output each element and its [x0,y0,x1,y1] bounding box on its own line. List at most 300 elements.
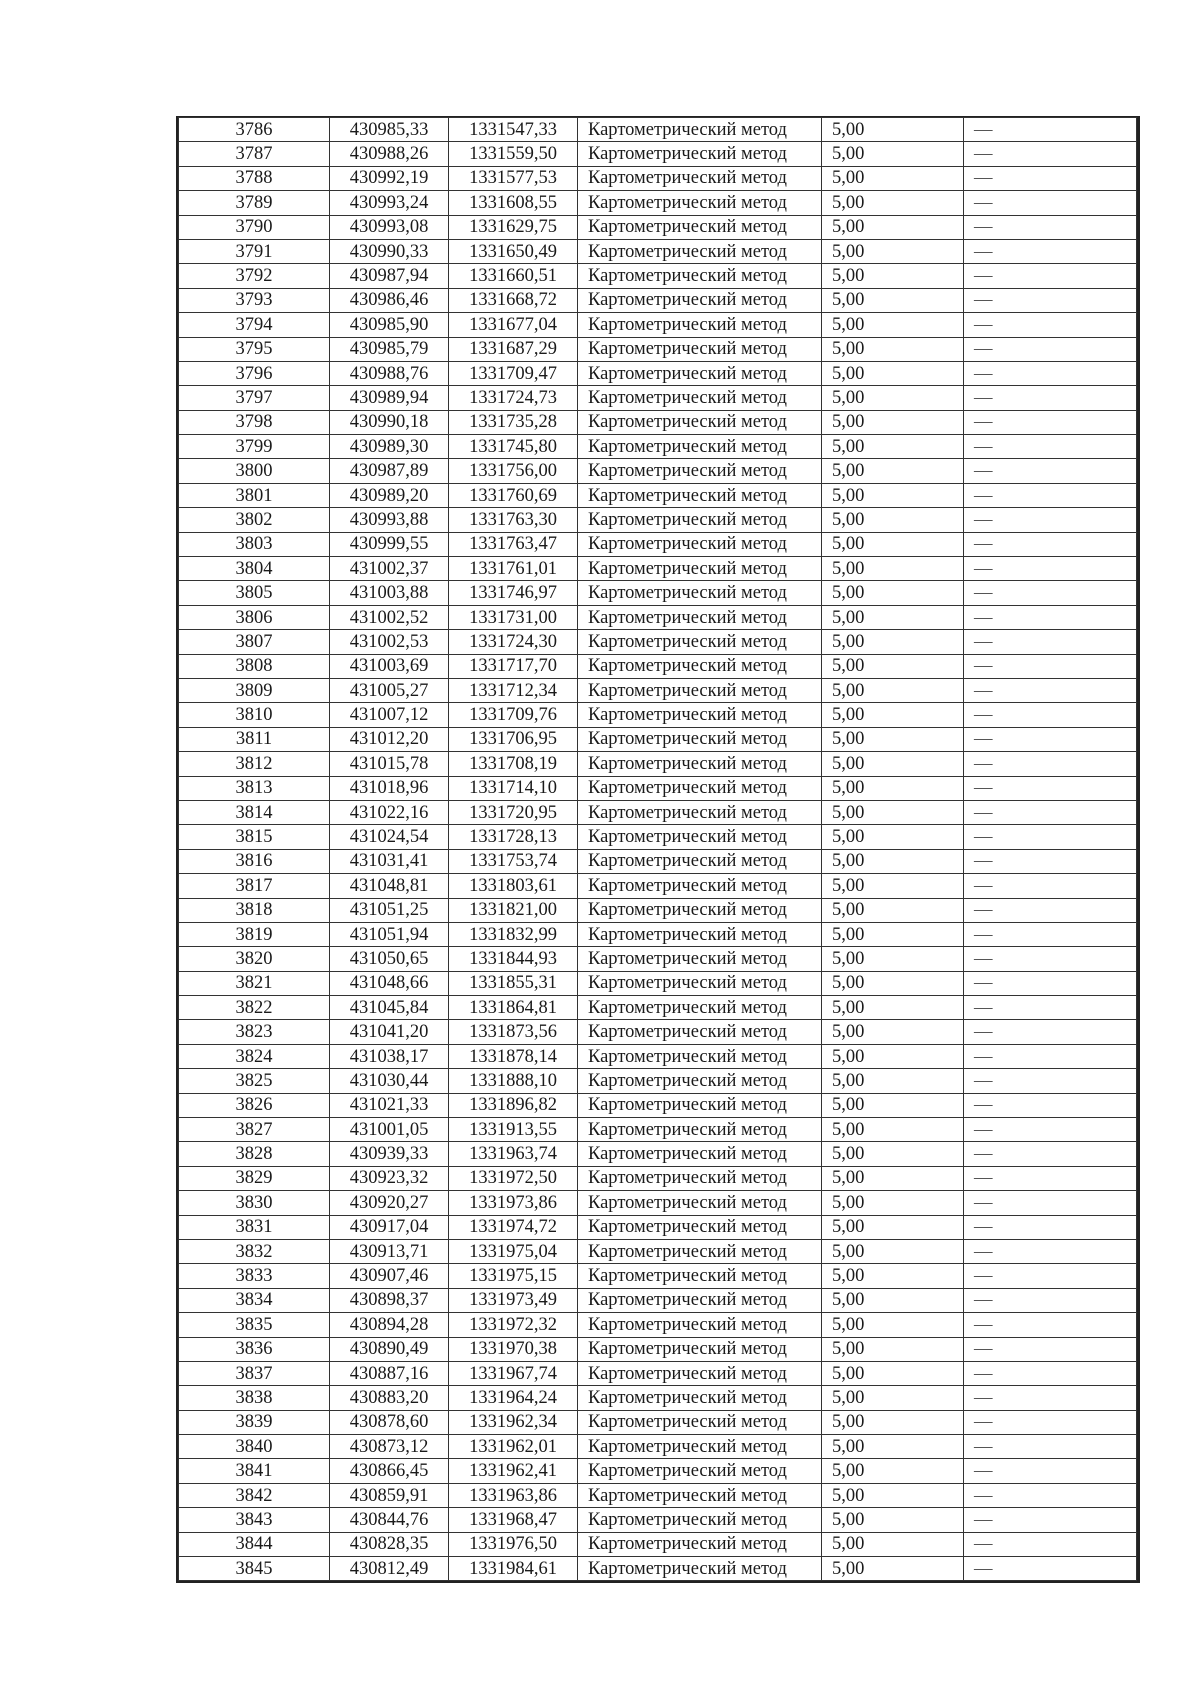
method-cell: Картометрический метод [578,361,822,385]
table-row [179,752,1137,776]
method-cell: Картометрический метод [578,264,822,288]
accuracy-cell: 5,00 [822,1337,964,1361]
accuracy-cell: 5,00 [822,825,964,849]
point-number-cell: 3802 [179,508,330,532]
accuracy-cell: 5,00 [822,215,964,239]
point-number-cell: 3809 [179,678,330,702]
y-coordinate-cell: 1331878,14 [449,1044,578,1068]
table-row [179,898,1137,922]
accuracy-cell: 5,00 [822,1435,964,1459]
y-coordinate-cell: 1331975,15 [449,1264,578,1288]
description-cell: — [964,557,1137,581]
point-number-cell: 3827 [179,1118,330,1142]
x-coordinate-cell: 430920,27 [330,1191,449,1215]
accuracy-cell: 5,00 [822,849,964,873]
point-number-cell: 3845 [179,1557,330,1581]
accuracy-cell: 5,00 [822,410,964,434]
method-cell: Картометрический метод [578,118,822,142]
point-number-cell: 3804 [179,557,330,581]
x-coordinate-cell: 430985,33 [330,118,449,142]
description-cell: — [964,630,1137,654]
point-number-cell: 3831 [179,1215,330,1239]
y-coordinate-cell: 1331720,95 [449,800,578,824]
point-number-cell: 3817 [179,874,330,898]
y-coordinate-cell: 1331760,69 [449,483,578,507]
description-cell: — [964,1508,1137,1532]
accuracy-cell: 5,00 [822,166,964,190]
point-number-cell: 3801 [179,483,330,507]
y-coordinate-cell: 1331706,95 [449,727,578,751]
table-row [179,1239,1137,1263]
point-number-cell: 3837 [179,1361,330,1385]
description-cell: — [964,1215,1137,1239]
accuracy-cell: 5,00 [822,898,964,922]
table-row [179,410,1137,434]
y-coordinate-cell: 1331972,32 [449,1313,578,1337]
x-coordinate-cell: 430898,37 [330,1288,449,1312]
description-cell: — [964,654,1137,678]
x-coordinate-cell: 431050,65 [330,947,449,971]
table-row [179,1118,1137,1142]
y-coordinate-cell: 1331974,72 [449,1215,578,1239]
y-coordinate-cell: 1331717,70 [449,654,578,678]
point-number-cell: 3832 [179,1239,330,1263]
x-coordinate-cell: 430923,32 [330,1166,449,1190]
method-cell: Картометрический метод [578,898,822,922]
method-cell: Картометрический метод [578,459,822,483]
accuracy-cell: 5,00 [822,508,964,532]
y-coordinate-cell: 1331708,19 [449,752,578,776]
accuracy-cell: 5,00 [822,1020,964,1044]
x-coordinate-cell: 431041,20 [330,1020,449,1044]
method-cell: Картометрический метод [578,678,822,702]
y-coordinate-cell: 1331963,86 [449,1483,578,1507]
accuracy-cell: 5,00 [822,1386,964,1410]
accuracy-cell: 5,00 [822,1118,964,1142]
x-coordinate-cell: 431001,05 [330,1118,449,1142]
accuracy-cell: 5,00 [822,313,964,337]
table-row [179,825,1137,849]
x-coordinate-cell: 431002,37 [330,557,449,581]
y-coordinate-cell: 1331975,04 [449,1239,578,1263]
table-row [179,191,1137,215]
method-cell: Картометрический метод [578,191,822,215]
x-coordinate-cell: 430993,08 [330,215,449,239]
method-cell: Картометрический метод [578,313,822,337]
y-coordinate-cell: 1331756,00 [449,459,578,483]
x-coordinate-cell: 430988,26 [330,142,449,166]
method-cell: Картометрический метод [578,752,822,776]
coordinates-table-body [179,118,1137,1581]
accuracy-cell: 5,00 [822,1142,964,1166]
x-coordinate-cell: 430939,33 [330,1142,449,1166]
point-number-cell: 3840 [179,1435,330,1459]
point-number-cell: 3822 [179,996,330,1020]
y-coordinate-cell: 1331724,30 [449,630,578,654]
y-coordinate-cell: 1331962,41 [449,1459,578,1483]
y-coordinate-cell: 1331821,00 [449,898,578,922]
y-coordinate-cell: 1331677,04 [449,313,578,337]
method-cell: Картометрический метод [578,922,822,946]
description-cell: — [964,971,1137,995]
y-coordinate-cell: 1331855,31 [449,971,578,995]
x-coordinate-cell: 430987,94 [330,264,449,288]
method-cell: Картометрический метод [578,532,822,556]
x-coordinate-cell: 431051,25 [330,898,449,922]
point-number-cell: 3821 [179,971,330,995]
method-cell: Картометрический метод [578,1435,822,1459]
y-coordinate-cell: 1331668,72 [449,288,578,312]
method-cell: Картометрический метод [578,874,822,898]
point-number-cell: 3806 [179,605,330,629]
point-number-cell: 3811 [179,727,330,751]
y-coordinate-cell: 1331547,33 [449,118,578,142]
method-cell: Картометрический метод [578,337,822,361]
point-number-cell: 3793 [179,288,330,312]
x-coordinate-cell: 430913,71 [330,1239,449,1263]
description-cell: — [964,508,1137,532]
accuracy-cell: 5,00 [822,1239,964,1263]
description-cell: — [964,1093,1137,1117]
x-coordinate-cell: 430878,60 [330,1410,449,1434]
point-number-cell: 3820 [179,947,330,971]
y-coordinate-cell: 1331964,24 [449,1386,578,1410]
accuracy-cell: 5,00 [822,776,964,800]
x-coordinate-cell: 431048,66 [330,971,449,995]
method-cell: Картометрический метод [578,971,822,995]
method-cell: Картометрический метод [578,508,822,532]
accuracy-cell: 5,00 [822,800,964,824]
accuracy-cell: 5,00 [822,459,964,483]
point-number-cell: 3835 [179,1313,330,1337]
accuracy-cell: 5,00 [822,1288,964,1312]
table-row [179,337,1137,361]
description-cell: — [964,776,1137,800]
table-row [179,727,1137,751]
description-cell: — [964,752,1137,776]
table-row [179,166,1137,190]
table-row [179,1483,1137,1507]
method-cell: Картометрический метод [578,1093,822,1117]
accuracy-cell: 5,00 [822,630,964,654]
method-cell: Картометрический метод [578,1264,822,1288]
table-row [179,800,1137,824]
x-coordinate-cell: 431045,84 [330,996,449,1020]
table-row [179,386,1137,410]
description-cell: — [964,1386,1137,1410]
table-row [179,361,1137,385]
y-coordinate-cell: 1331984,61 [449,1557,578,1581]
y-coordinate-cell: 1331973,86 [449,1191,578,1215]
y-coordinate-cell: 1331973,49 [449,1288,578,1312]
table-row [179,1093,1137,1117]
table-row [179,1044,1137,1068]
accuracy-cell: 5,00 [822,971,964,995]
y-coordinate-cell: 1331976,50 [449,1532,578,1556]
y-coordinate-cell: 1331728,13 [449,825,578,849]
x-coordinate-cell: 430873,12 [330,1435,449,1459]
method-cell: Картометрический метод [578,996,822,1020]
y-coordinate-cell: 1331559,50 [449,142,578,166]
table-row [179,1532,1137,1556]
description-cell: — [964,947,1137,971]
x-coordinate-cell: 431030,44 [330,1069,449,1093]
method-cell: Картометрический метод [578,1166,822,1190]
table-row [179,239,1137,263]
description-cell: — [964,1020,1137,1044]
description-cell: — [964,1337,1137,1361]
x-coordinate-cell: 430887,16 [330,1361,449,1385]
accuracy-cell: 5,00 [822,142,964,166]
accuracy-cell: 5,00 [822,874,964,898]
accuracy-cell: 5,00 [822,922,964,946]
y-coordinate-cell: 1331660,51 [449,264,578,288]
method-cell: Картометрический метод [578,1532,822,1556]
x-coordinate-cell: 430993,88 [330,508,449,532]
point-number-cell: 3800 [179,459,330,483]
description-cell: — [964,1044,1137,1068]
description-cell: — [964,1557,1137,1581]
accuracy-cell: 5,00 [822,239,964,263]
accuracy-cell: 5,00 [822,678,964,702]
description-cell: — [964,483,1137,507]
description-cell: — [964,264,1137,288]
point-number-cell: 3838 [179,1386,330,1410]
description-cell: — [964,459,1137,483]
y-coordinate-cell: 1331832,99 [449,922,578,946]
accuracy-cell: 5,00 [822,1532,964,1556]
table-row [179,874,1137,898]
description-cell: — [964,1435,1137,1459]
description-cell: — [964,166,1137,190]
description-cell: — [964,800,1137,824]
method-cell: Картометрический метод [578,825,822,849]
x-coordinate-cell: 430989,30 [330,435,449,459]
method-cell: Картометрический метод [578,727,822,751]
y-coordinate-cell: 1331967,74 [449,1361,578,1385]
method-cell: Картометрический метод [578,849,822,873]
method-cell: Картометрический метод [578,1069,822,1093]
accuracy-cell: 5,00 [822,605,964,629]
accuracy-cell: 5,00 [822,1483,964,1507]
table-row [179,971,1137,995]
x-coordinate-cell: 430990,18 [330,410,449,434]
y-coordinate-cell: 1331761,01 [449,557,578,581]
accuracy-cell: 5,00 [822,727,964,751]
table-row [179,483,1137,507]
method-cell: Картометрический метод [578,1044,822,1068]
x-coordinate-cell: 430883,20 [330,1386,449,1410]
table-row [179,630,1137,654]
description-cell: — [964,532,1137,556]
table-row [179,1361,1137,1385]
x-coordinate-cell: 431018,96 [330,776,449,800]
method-cell: Картометрический метод [578,1239,822,1263]
accuracy-cell: 5,00 [822,361,964,385]
point-number-cell: 3813 [179,776,330,800]
y-coordinate-cell: 1331972,50 [449,1166,578,1190]
description-cell: — [964,1288,1137,1312]
point-number-cell: 3791 [179,239,330,263]
method-cell: Картометрический метод [578,1508,822,1532]
description-cell: — [964,435,1137,459]
accuracy-cell: 5,00 [822,118,964,142]
x-coordinate-cell: 430992,19 [330,166,449,190]
method-cell: Картометрический метод [578,605,822,629]
accuracy-cell: 5,00 [822,1166,964,1190]
description-cell: — [964,898,1137,922]
y-coordinate-cell: 1331962,34 [449,1410,578,1434]
accuracy-cell: 5,00 [822,337,964,361]
method-cell: Картометрический метод [578,1410,822,1434]
point-number-cell: 3816 [179,849,330,873]
x-coordinate-cell: 430828,35 [330,1532,449,1556]
method-cell: Картометрический метод [578,1142,822,1166]
accuracy-cell: 5,00 [822,386,964,410]
y-coordinate-cell: 1331763,30 [449,508,578,532]
table-row [179,215,1137,239]
accuracy-cell: 5,00 [822,581,964,605]
table-row [179,581,1137,605]
method-cell: Картометрический метод [578,654,822,678]
point-number-cell: 3807 [179,630,330,654]
point-number-cell: 3797 [179,386,330,410]
description-cell: — [964,1361,1137,1385]
description-cell: — [964,118,1137,142]
point-number-cell: 3803 [179,532,330,556]
table-row [179,264,1137,288]
description-cell: — [964,1264,1137,1288]
x-coordinate-cell: 430890,49 [330,1337,449,1361]
description-cell: — [964,605,1137,629]
point-number-cell: 3830 [179,1191,330,1215]
accuracy-cell: 5,00 [822,1093,964,1117]
x-coordinate-cell: 431024,54 [330,825,449,849]
x-coordinate-cell: 430990,33 [330,239,449,263]
method-cell: Картометрический метод [578,435,822,459]
y-coordinate-cell: 1331873,56 [449,1020,578,1044]
method-cell: Картометрический метод [578,239,822,263]
table-row [179,1337,1137,1361]
point-number-cell: 3794 [179,313,330,337]
method-cell: Картометрический метод [578,1215,822,1239]
x-coordinate-cell: 430986,46 [330,288,449,312]
point-number-cell: 3843 [179,1508,330,1532]
x-coordinate-cell: 430989,20 [330,483,449,507]
description-cell: — [964,1069,1137,1093]
point-number-cell: 3805 [179,581,330,605]
y-coordinate-cell: 1331746,97 [449,581,578,605]
accuracy-cell: 5,00 [822,557,964,581]
description-cell: — [964,678,1137,702]
description-cell: — [964,386,1137,410]
y-coordinate-cell: 1331608,55 [449,191,578,215]
method-cell: Картометрический метод [578,1313,822,1337]
table-row [179,1264,1137,1288]
method-cell: Картометрический метод [578,166,822,190]
table-row [179,1020,1137,1044]
accuracy-cell: 5,00 [822,947,964,971]
point-number-cell: 3810 [179,703,330,727]
x-coordinate-cell: 430917,04 [330,1215,449,1239]
x-coordinate-cell: 431002,52 [330,605,449,629]
accuracy-cell: 5,00 [822,191,964,215]
x-coordinate-cell: 430866,45 [330,1459,449,1483]
method-cell: Картометрический метод [578,776,822,800]
point-number-cell: 3823 [179,1020,330,1044]
table-row [179,1410,1137,1434]
coordinates-table-frame [176,116,1140,1583]
table-row [179,508,1137,532]
method-cell: Картометрический метод [578,1191,822,1215]
table-row [179,849,1137,873]
table-row [179,459,1137,483]
method-cell: Картометрический метод [578,703,822,727]
table-row [179,118,1137,142]
description-cell: — [964,1483,1137,1507]
method-cell: Картометрический метод [578,581,822,605]
x-coordinate-cell: 430894,28 [330,1313,449,1337]
table-row [179,1557,1137,1581]
description-cell: — [964,703,1137,727]
x-coordinate-cell: 430812,49 [330,1557,449,1581]
y-coordinate-cell: 1331577,53 [449,166,578,190]
table-row [179,1313,1137,1337]
point-number-cell: 3786 [179,118,330,142]
point-number-cell: 3790 [179,215,330,239]
y-coordinate-cell: 1331650,49 [449,239,578,263]
x-coordinate-cell: 430993,24 [330,191,449,215]
y-coordinate-cell: 1331970,38 [449,1337,578,1361]
description-cell: — [964,410,1137,434]
accuracy-cell: 5,00 [822,1313,964,1337]
description-cell: — [964,1313,1137,1337]
x-coordinate-cell: 430985,90 [330,313,449,337]
method-cell: Картометрический метод [578,483,822,507]
x-coordinate-cell: 431022,16 [330,800,449,824]
method-cell: Картометрический метод [578,1020,822,1044]
method-cell: Картометрический метод [578,1386,822,1410]
accuracy-cell: 5,00 [822,1361,964,1385]
accuracy-cell: 5,00 [822,703,964,727]
table-row [179,996,1137,1020]
x-coordinate-cell: 431048,81 [330,874,449,898]
description-cell: — [964,288,1137,312]
x-coordinate-cell: 431038,17 [330,1044,449,1068]
method-cell: Картометрический метод [578,1483,822,1507]
x-coordinate-cell: 431051,94 [330,922,449,946]
point-number-cell: 3842 [179,1483,330,1507]
point-number-cell: 3834 [179,1288,330,1312]
method-cell: Картометрический метод [578,630,822,654]
method-cell: Картометрический метод [578,800,822,824]
description-cell: — [964,142,1137,166]
method-cell: Картометрический метод [578,1118,822,1142]
table-row [179,1288,1137,1312]
x-coordinate-cell: 431002,53 [330,630,449,654]
y-coordinate-cell: 1331968,47 [449,1508,578,1532]
point-number-cell: 3824 [179,1044,330,1068]
method-cell: Картометрический метод [578,1361,822,1385]
method-cell: Картометрический метод [578,557,822,581]
x-coordinate-cell: 431007,12 [330,703,449,727]
y-coordinate-cell: 1331712,34 [449,678,578,702]
x-coordinate-cell: 431031,41 [330,849,449,873]
point-number-cell: 3795 [179,337,330,361]
y-coordinate-cell: 1331687,29 [449,337,578,361]
table-row [179,1215,1137,1239]
description-cell: — [964,1142,1137,1166]
